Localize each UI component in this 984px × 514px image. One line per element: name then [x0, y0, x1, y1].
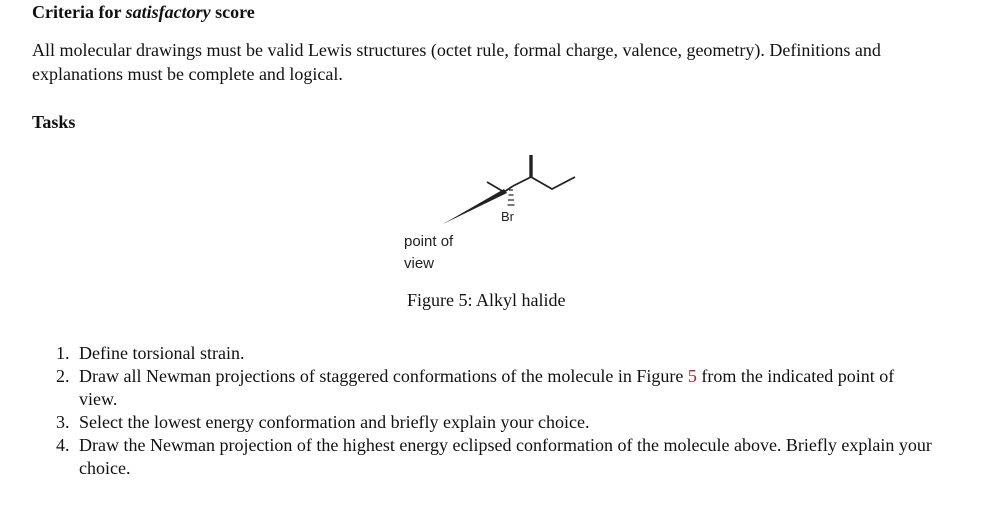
task-item: [56, 342, 936, 365]
task-number: 1.: [56, 343, 70, 363]
criteria-heading-emphasis: satisfactory: [125, 2, 211, 22]
task-number: 4.: [56, 435, 70, 455]
point-of-view-label-line1: point of: [404, 233, 454, 250]
task-item: [56, 434, 936, 480]
hashed-bond: [508, 190, 515, 205]
point-of-view-label: [404, 231, 453, 275]
task-text: Draw the Newman projection of the highest energy eclipsed conformation of the molecule above. Briefly explain your choice.: [79, 435, 932, 478]
point-of-view-wedge: [443, 189, 507, 224]
task-item: [56, 411, 936, 434]
bromine-label: Br: [501, 209, 514, 224]
criteria-description: All molecular drawings must be valid Lewis structures (octet rule, formal charge, valence, geometry). Definitions and explanations must be complete and logical.: [32, 40, 881, 84]
task-number: 2.: [56, 366, 70, 386]
molecule-figure: [395, 145, 595, 280]
criteria-heading-prefix: Criteria for: [32, 2, 126, 22]
criteria-heading: [32, 2, 255, 23]
task-text-after: from the indicated point of view.: [79, 366, 895, 409]
point-of-view-label-line2: view: [404, 255, 435, 272]
figure-caption: Figure 5: Alkyl halide: [407, 290, 566, 310]
task-item: [56, 365, 936, 411]
task-text: Select the lowest energy conformation and briefly explain your choice.: [79, 412, 590, 432]
chain-right-bonds: [513, 177, 575, 189]
task-text-before: Draw all Newman projections of staggered conformations of the molecule in Figure: [79, 366, 688, 386]
figure-reference-link[interactable]: 5: [687, 366, 697, 386]
criteria-heading-suffix: score: [210, 2, 255, 22]
task-number: 3.: [56, 412, 70, 432]
task-list: [56, 342, 936, 480]
tasks-heading: Tasks: [32, 112, 76, 132]
task-text: Define torsional strain.: [79, 343, 245, 363]
